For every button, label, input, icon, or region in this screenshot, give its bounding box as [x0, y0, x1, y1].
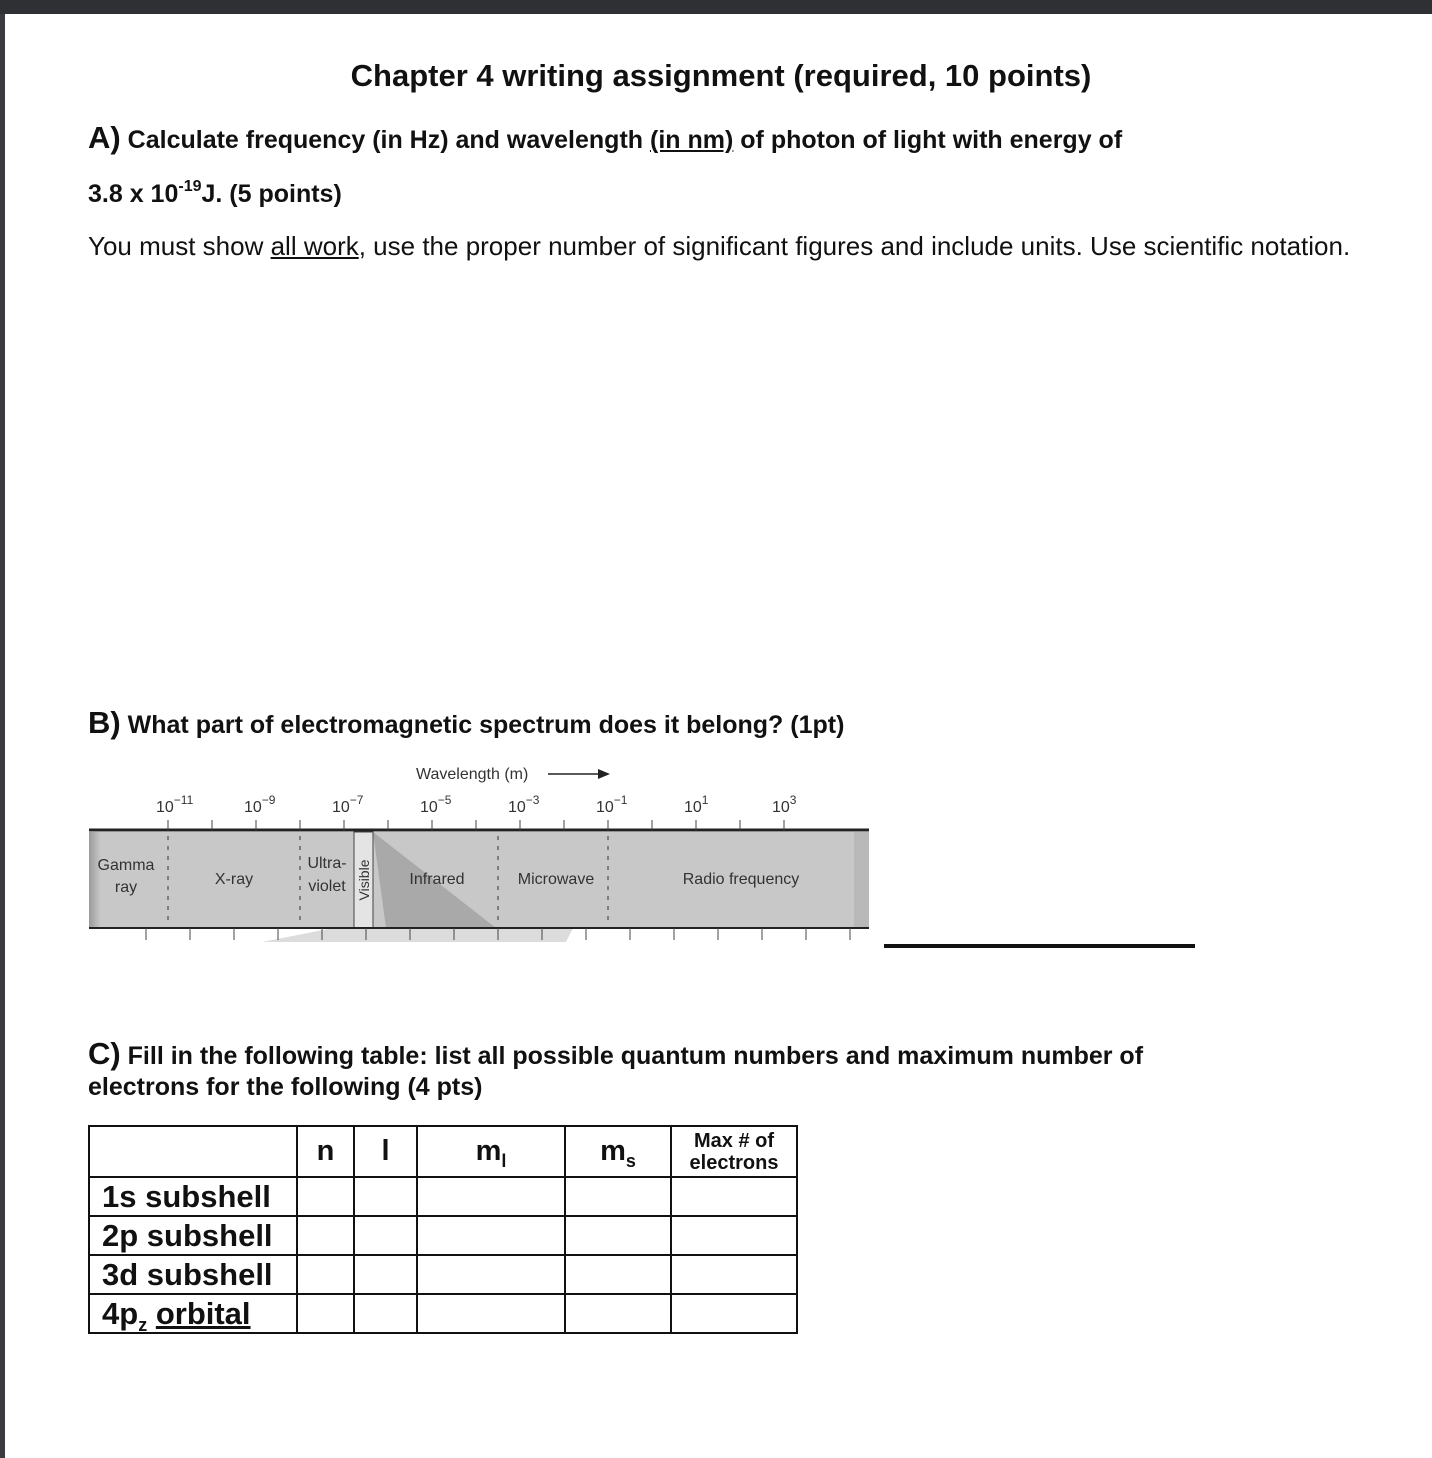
tick-label-exponent: 3 — [789, 793, 797, 807]
question-b — [88, 705, 844, 741]
window-top-bar — [0, 0, 1432, 14]
spectrum-band-left-shade — [89, 832, 101, 928]
region-infrared: Infrared — [409, 871, 465, 888]
instructions-text1: You must show — [88, 231, 271, 261]
table-row — [89, 1216, 797, 1255]
cell-input[interactable] — [417, 1216, 565, 1255]
answer-blank-line[interactable] — [884, 944, 1195, 948]
cell-input[interactable] — [417, 1294, 565, 1333]
cell-input[interactable] — [565, 1177, 671, 1216]
tick-label-base: 10 — [244, 799, 262, 816]
row-label-2p: 2p subshell — [89, 1216, 297, 1255]
row-label-4pz — [89, 1294, 297, 1333]
region-gamma-line1: Gamma — [97, 857, 155, 874]
header-ms-base: m — [600, 1135, 626, 1167]
cell-input[interactable] — [565, 1216, 671, 1255]
header-max-line1: Max # of — [693, 1129, 775, 1152]
header-ms-sub: s — [625, 1150, 636, 1171]
cell-input[interactable] — [354, 1216, 417, 1255]
visible-fan — [262, 928, 573, 942]
spectrum-band-right-shade — [854, 832, 869, 928]
energy-exponent: -19 — [178, 177, 202, 195]
tick-label-base: 10 — [508, 799, 526, 816]
question-c-letter: C) — [88, 1036, 121, 1071]
cell-input[interactable] — [354, 1294, 417, 1333]
tick-label-exponent: −5 — [437, 793, 452, 807]
header-ml — [417, 1126, 565, 1177]
cell-input[interactable] — [297, 1255, 354, 1294]
row-label-1s: 1s subshell — [89, 1177, 297, 1216]
row-4pz-word: orbital — [155, 1295, 251, 1331]
region-xray: X-ray — [214, 871, 254, 888]
instructions — [88, 229, 1388, 263]
region-gamma-line2: ray — [114, 879, 138, 896]
header-empty-cell — [89, 1126, 297, 1177]
em-spectrum-diagram — [86, 760, 876, 950]
cell-input[interactable] — [671, 1255, 797, 1294]
row-4pz-base: 4p — [102, 1295, 139, 1331]
page-title: Chapter 4 writing assignment (required, 10 points) — [350, 58, 1092, 93]
question-b-letter: B) — [88, 705, 121, 740]
wavelength-axis-label: Wavelength (m) — [416, 766, 529, 783]
header-n: n — [297, 1126, 354, 1177]
question-a-text2: of photon of light with energy of — [733, 126, 1123, 154]
cell-input[interactable] — [671, 1294, 797, 1333]
header-ml-sub: l — [501, 1150, 507, 1171]
tick-label — [596, 793, 628, 816]
tick-label-base: 10 — [772, 799, 790, 816]
region-uv-line2: violet — [308, 878, 346, 895]
tick-label-base: 10 — [596, 799, 614, 816]
tick-label-exponent: −11 — [173, 793, 194, 807]
tick-label — [156, 793, 194, 816]
header-max-electrons — [671, 1126, 797, 1177]
window-left-edge — [0, 14, 5, 1458]
tick-label — [332, 793, 364, 816]
table-row — [89, 1294, 797, 1333]
row-label-3d: 3d subshell — [89, 1255, 297, 1294]
question-c-line1 — [88, 1036, 1143, 1072]
question-a-text1: Calculate frequency (in Hz) and wavelength — [120, 126, 650, 154]
tick-labels — [156, 793, 797, 816]
cell-input[interactable] — [565, 1255, 671, 1294]
tick-label-exponent: −9 — [261, 793, 276, 807]
cell-input[interactable] — [297, 1294, 354, 1333]
question-c-text1: Fill in the following table: list all possible quantum numbers and maximum number of — [120, 1042, 1144, 1070]
cell-input[interactable] — [297, 1216, 354, 1255]
tick-label-base: 10 — [156, 799, 174, 816]
region-uv-line1: Ultra- — [307, 855, 347, 872]
cell-input[interactable] — [417, 1177, 565, 1216]
tick-label — [772, 793, 797, 816]
header-l: l — [354, 1126, 417, 1177]
row-4pz-sub: z — [138, 1314, 148, 1335]
tick-label-base: 10 — [332, 799, 350, 816]
tick-label — [684, 793, 709, 816]
cell-input[interactable] — [354, 1177, 417, 1216]
question-a-unit: (in nm) — [650, 126, 734, 154]
tick-label — [244, 793, 276, 816]
question-a-line2 — [88, 177, 342, 209]
question-c-line2: electrons for the following (4 pts) — [88, 1073, 483, 1101]
tick-label-exponent: −3 — [525, 793, 540, 807]
tick-label-base: 10 — [684, 799, 702, 816]
table-row — [89, 1255, 797, 1294]
table-row — [89, 1177, 797, 1216]
instructions-text2: , use the proper number of significant figures and include units. Use scientific notation. — [358, 231, 1351, 261]
quantum-numbers-table — [88, 1125, 798, 1334]
energy-tail: J. (5 points) — [201, 180, 342, 208]
tick-label-exponent: −1 — [613, 793, 628, 807]
question-b-text: What part of electromagnetic spectrum does it belong? (1pt) — [120, 711, 845, 739]
cell-input[interactable] — [297, 1177, 354, 1216]
cell-input[interactable] — [671, 1177, 797, 1216]
axis-arrow-head — [598, 769, 610, 779]
table-header-row — [89, 1126, 797, 1177]
cell-input[interactable] — [354, 1255, 417, 1294]
tick-label-exponent: −7 — [349, 793, 364, 807]
energy-base: 3.8 x 10 — [88, 180, 179, 208]
header-max-line2: electrons — [689, 1151, 779, 1174]
region-radio: Radio frequency — [682, 871, 800, 888]
tick-label-base: 10 — [420, 799, 438, 816]
tick-label-exponent: 1 — [701, 793, 709, 807]
tick-label — [508, 793, 540, 816]
cell-input[interactable] — [417, 1255, 565, 1294]
header-ml-base: m — [475, 1135, 502, 1167]
region-microwave: Microwave — [517, 871, 595, 888]
bottom-tick-marks — [146, 928, 850, 940]
tick-label — [420, 793, 452, 816]
cell-input[interactable] — [565, 1294, 671, 1333]
question-a-line1 — [88, 120, 1122, 156]
cell-input[interactable] — [671, 1216, 797, 1255]
header-ms — [565, 1126, 671, 1177]
instructions-all-work: all work — [270, 231, 359, 261]
region-visible: Visible — [356, 859, 372, 901]
question-a-letter: A) — [88, 120, 121, 155]
